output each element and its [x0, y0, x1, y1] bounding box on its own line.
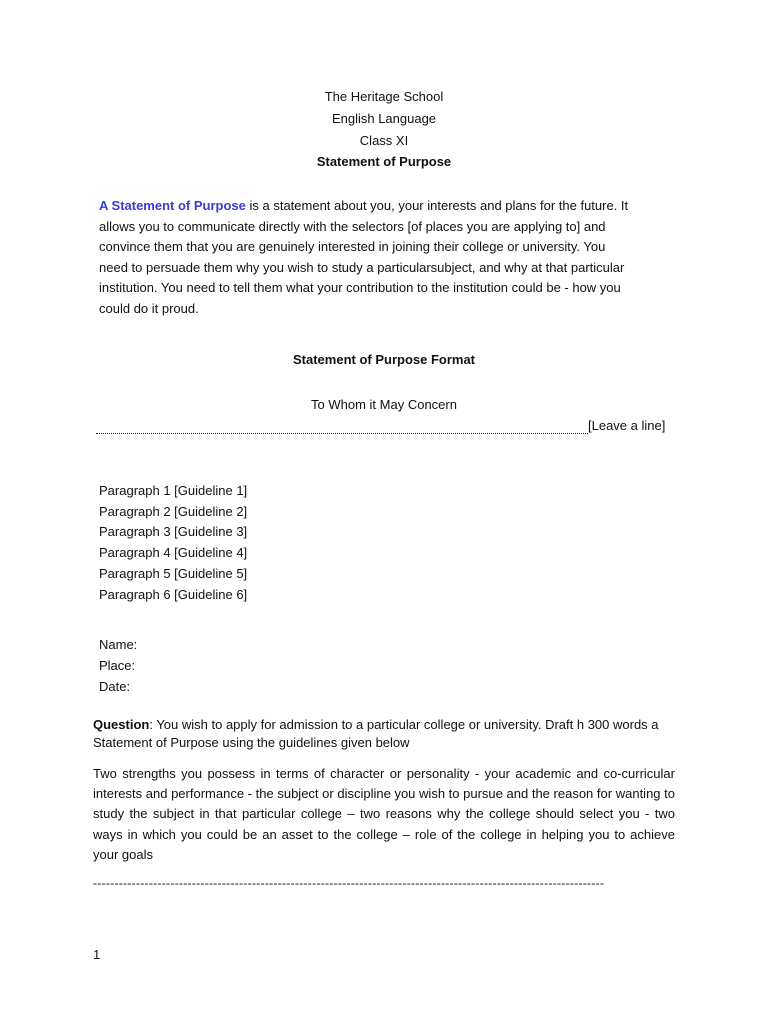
format-heading: Statement of Purpose Format	[292, 352, 476, 367]
leave-line-row	[96, 418, 676, 436]
question-paragraph	[93, 716, 673, 752]
signature-fields	[99, 634, 137, 697]
leave-line-label: [Leave a line]	[588, 418, 666, 433]
list-item: Paragraph 4 [Guideline 4]	[99, 545, 248, 561]
class-name: Class XI	[359, 133, 409, 148]
list-item: Paragraph 6 [Guideline 6]	[99, 586, 248, 602]
guidelines-paragraph: Two strengths you possess in terms of character or personality - your academic and co-curricular interests and performance - the subject or discipline you wish to pursue and the reason for wanting to study the subject in that particular college – two reasons why the college should select you - two ways in which you could be an asset to the college – role of the college in helping you to achieve your goals	[93, 766, 675, 862]
place-field-label: Place:	[99, 658, 136, 673]
intro-highlight: A Statement of Purpose	[99, 198, 246, 213]
paragraph-list	[99, 481, 247, 605]
question-label: Question	[93, 717, 150, 732]
list-item: Paragraph 3 [Guideline 3]	[99, 524, 248, 540]
dotted-rule	[96, 433, 588, 434]
dashed-separator: -----------------------------------------------------------------------------------------------------------------------	[93, 876, 605, 890]
subject-name: English Language	[331, 111, 437, 126]
school-name: The Heritage School	[324, 89, 444, 104]
intro-body: is a statement about you, your interests and plans for the future. It allows you to communicate directly with the selectors [of places you are applying to] and convince them that you are genuinely interested in joining their college or university. You need to persuade them why you wish to study a particularsubject, and why at that particular institution. You need to tell them what your contribution to the institution could be - how you could do it proud.	[99, 198, 629, 316]
list-item: Paragraph 5 [Guideline 5]	[99, 565, 248, 581]
name-field-label: Name:	[99, 637, 138, 652]
salutation: To Whom it May Concern	[311, 397, 457, 412]
date-field-label: Date:	[99, 679, 131, 694]
list-item: Paragraph 1 [Guideline 1]	[99, 483, 248, 498]
intro-paragraph	[99, 196, 629, 320]
question-text: : You wish to apply for admission to a particular college or university. Draft h 300 words a Statement of Purpose using the guidelines given below	[93, 717, 659, 750]
list-item: Paragraph 2 [Guideline 2]	[99, 503, 248, 519]
page-number: 1	[93, 947, 101, 962]
document-title: Statement of Purpose	[316, 154, 452, 169]
